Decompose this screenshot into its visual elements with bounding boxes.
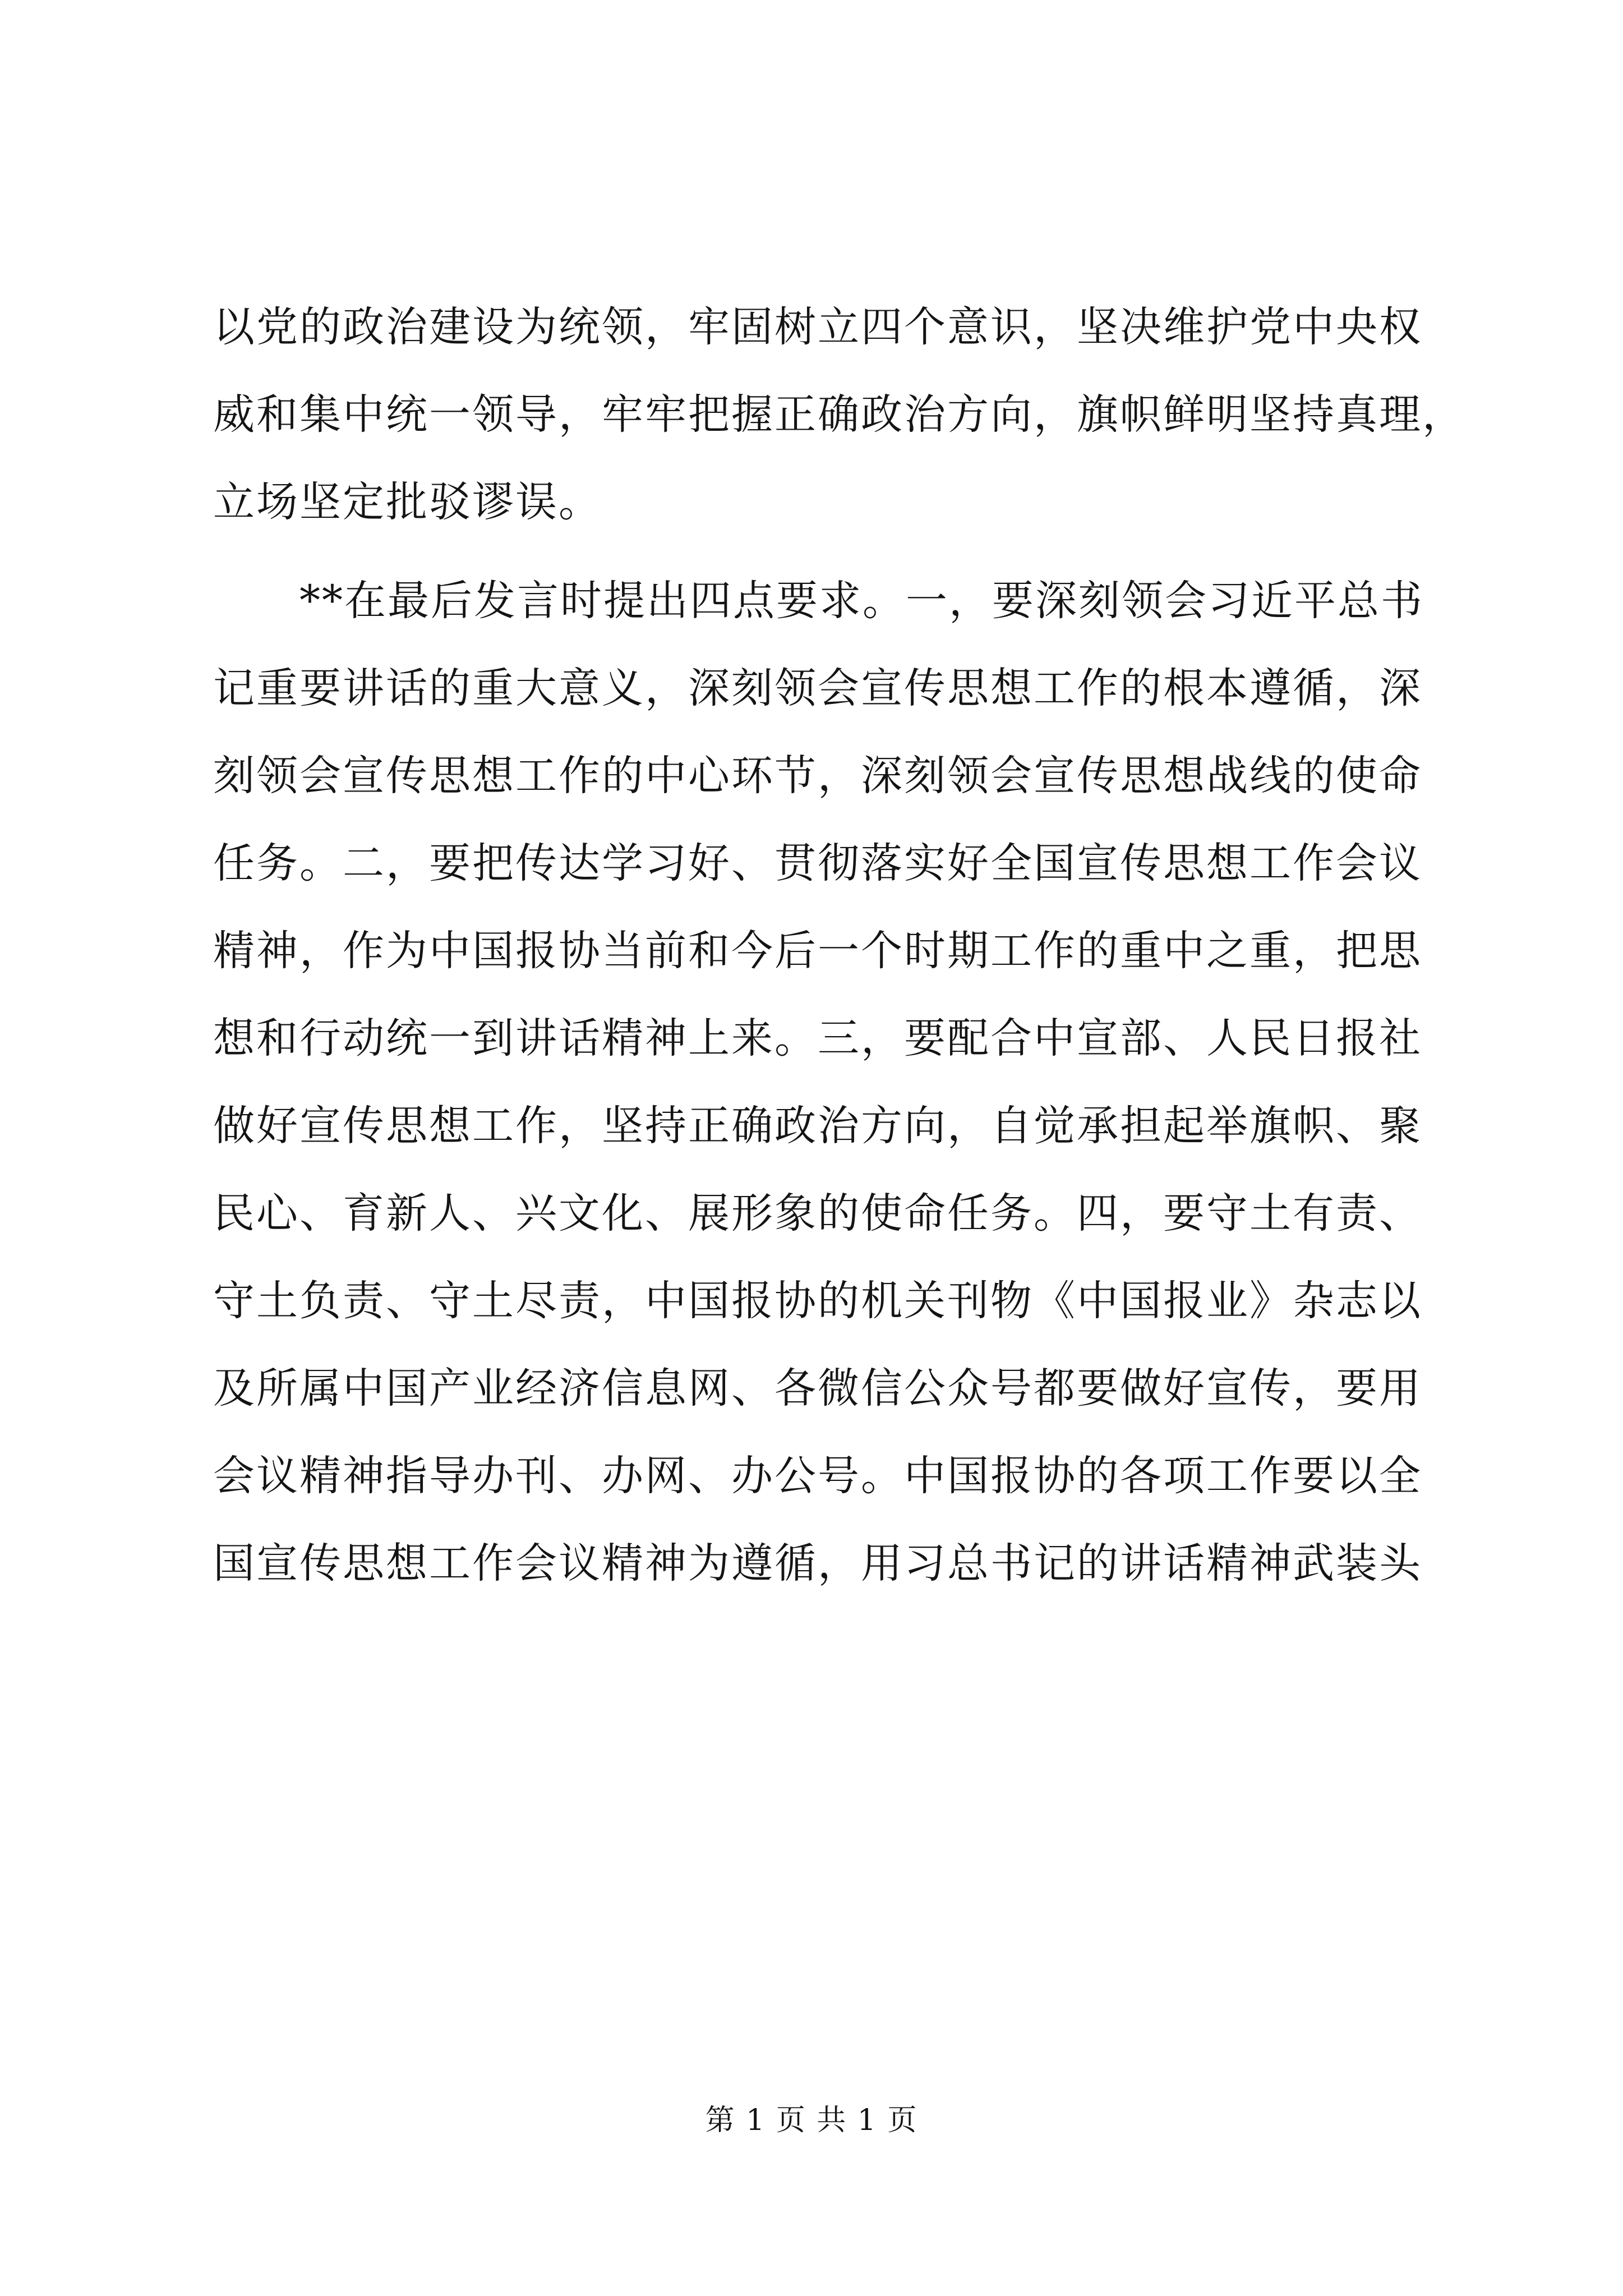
paragraph-1 xyxy=(213,283,1465,546)
document-body xyxy=(213,283,1465,1607)
text-line: 以党的政治建设为统领，牢固树立四个意识，坚决维护党中央权 xyxy=(213,303,1422,351)
text-line: 任务。二，要把传达学习好、贯彻落实好全国宣传思想工作会议 xyxy=(213,839,1422,887)
text-line: 精神，作为中国报协当前和今后一个时期工作的重中之重，把思 xyxy=(213,927,1422,975)
page-footer xyxy=(0,2101,1623,2140)
text-line: 刻领会宣传思想工作的中心环节，深刻领会宣传思想战线的使命 xyxy=(213,752,1422,800)
text-line: 国宣传思想工作会议精神为遵循，用习总书记的讲话精神武装头 xyxy=(213,1539,1422,1588)
text-line: 守土负责、守土尽责，中国报协的机关刊物《中国报业》杂志以 xyxy=(213,1277,1422,1325)
paragraph-2 xyxy=(213,557,1424,1607)
text-line: 威和集中统一领导，牢牢把握正确政治方向，旗帜鲜明坚持真理， xyxy=(213,390,1465,439)
text-line: **在最后发言时提出四点要求。一，要深刻领会习近平总书 xyxy=(213,577,1424,625)
text-line: 立场坚定批驳谬误。 xyxy=(213,478,602,526)
text-line: 想和行动统一到讲话精神上来。三，要配合中宣部、人民日报社 xyxy=(213,1014,1422,1062)
paragraph-spacer xyxy=(213,546,1413,557)
text-line: 做好宣传思想工作，坚持正确政治方向，自觉承担起举旗帜、聚 xyxy=(213,1102,1422,1150)
text-line: 民心、育新人、兴文化、展形象的使命任务。四，要守土有责、 xyxy=(213,1189,1422,1237)
text-line: 记重要讲话的重大意义，深刻领会宣传思想工作的根本遵循，深 xyxy=(213,664,1422,712)
text-line: 会议精神指导办刊、办网、办公号。中国报协的各项工作要以全 xyxy=(213,1452,1422,1500)
text-line: 及所属中国产业经济信息网、各微信公众号都要做好宣传，要用 xyxy=(213,1364,1422,1412)
page-number: 第 1 页 共 1 页 xyxy=(705,2104,918,2137)
